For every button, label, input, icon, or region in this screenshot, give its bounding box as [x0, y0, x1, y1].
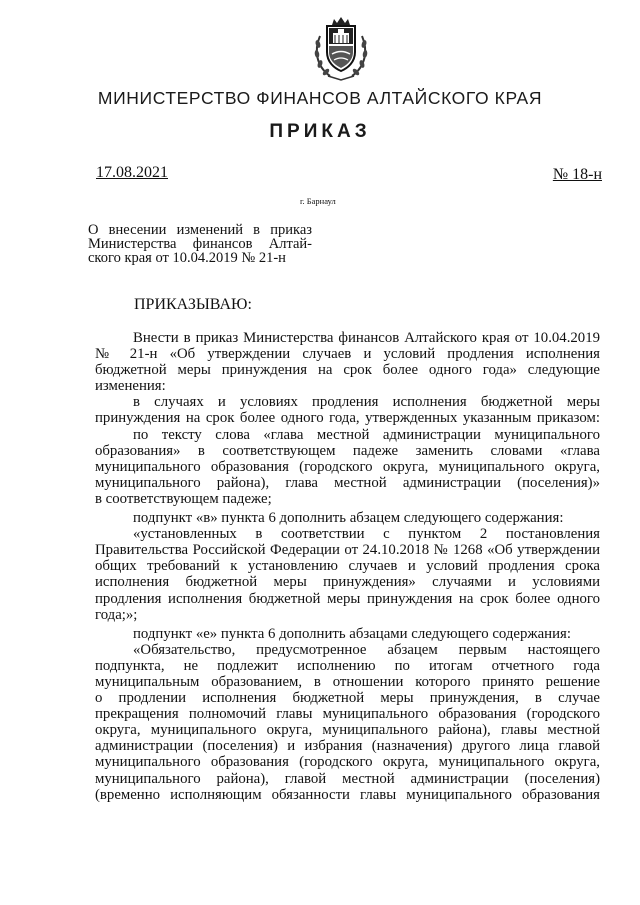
- ministry-name: МИНИСТЕРСТВО ФИНАНСОВ АЛТАЙСКОГО КРАЯ: [97, 88, 543, 108]
- document-body: [95, 330, 600, 803]
- body-line: подпункт «е» пункта 6 дополнить абзацами следующего содержания:: [133, 625, 571, 642]
- document-city: г. Барнаул: [300, 196, 336, 206]
- subject-line: О внесении изменений в приказ: [88, 222, 312, 238]
- document-date: 17.08.2021: [96, 164, 168, 181]
- body-line: в соответствующем падеже;: [95, 490, 272, 507]
- body-line: Правительства Российской Федерации от 24.10.2018 № 1268 «Об утверждении: [95, 542, 600, 559]
- body-line: образования» в соответствующем падеже заменить словами «глава: [95, 442, 600, 459]
- body-line: округа, муниципального округа, муниципального района), главы местной: [95, 722, 600, 739]
- document-type-title: ПРИКАЗ: [269, 121, 371, 142]
- document-number: № 18-н: [552, 166, 602, 183]
- body-line: «Обязательство, предусмотренное абзацем первым настоящего: [133, 641, 600, 658]
- body-line: «установленных в соответствии с пунктом 2 постановления: [133, 526, 600, 543]
- order-heading: ПРИКАЗЫВАЮ:: [134, 296, 252, 313]
- body-line: по тексту слова «глава местной администрации муниципального: [133, 426, 600, 443]
- body-line: принуждения на срок более одного года, утвержденных указанным приказом:: [95, 410, 600, 427]
- subject-line: ского края от 10.04.2019 № 21-н: [88, 250, 286, 266]
- body-line: Внести в приказ Министерства финансов Алтайского края от 10.04.2019: [133, 330, 600, 346]
- body-line: прекращения полномочий главы муниципального образования (городского: [95, 706, 600, 723]
- body-line: № 21-н «Об утверждении случаев и условий продления исполнения: [95, 346, 600, 363]
- body-line: муниципального района), глава местной администрации (поселения)»: [95, 474, 600, 491]
- document-subject: [88, 223, 312, 265]
- body-line: бюджетной меры принуждения на срок более одного года» следующие: [95, 362, 600, 379]
- body-line: года;»;: [95, 606, 138, 623]
- body-line: (временно исполняющим обязанности главы муниципального образования: [95, 786, 600, 803]
- body-line: муниципального образования (городского округа, муниципального округа,: [95, 754, 600, 771]
- altai-krai-coat-of-arms-icon: [310, 16, 372, 82]
- body-line: продления исполнения бюджетной меры принуждения на срок более одного: [95, 590, 600, 607]
- body-line: о продлении исполнения бюджетной меры принуждения, в случае: [95, 690, 600, 707]
- subject-line: Министерства финансов Алтай-: [88, 236, 312, 252]
- body-line: муниципальным образованием, в отношении которого принято решение: [95, 673, 600, 690]
- body-line: администрации (поселения) и избрания (назначения) другого лица главой: [95, 738, 600, 755]
- body-line: муниципального района), главой местной администрации (поселения): [95, 770, 600, 787]
- body-line: муниципального образования (городского округа, муниципального округа,: [95, 458, 600, 475]
- body-line: подпункт «в» пункта 6 дополнить абзацем следующего содержания:: [133, 510, 564, 527]
- body-line: подпункта, не подлежит исполнению по итогам отчетного года: [95, 657, 600, 674]
- body-line: изменения:: [95, 378, 166, 395]
- body-line: общих требований к установлению случаев и условий продления срока: [95, 558, 600, 575]
- body-line: исполнения бюджетной меры принуждения» случаями и условиями: [95, 574, 600, 591]
- body-line: в случаях и условиях продления исполнения бюджетной меры: [133, 394, 600, 411]
